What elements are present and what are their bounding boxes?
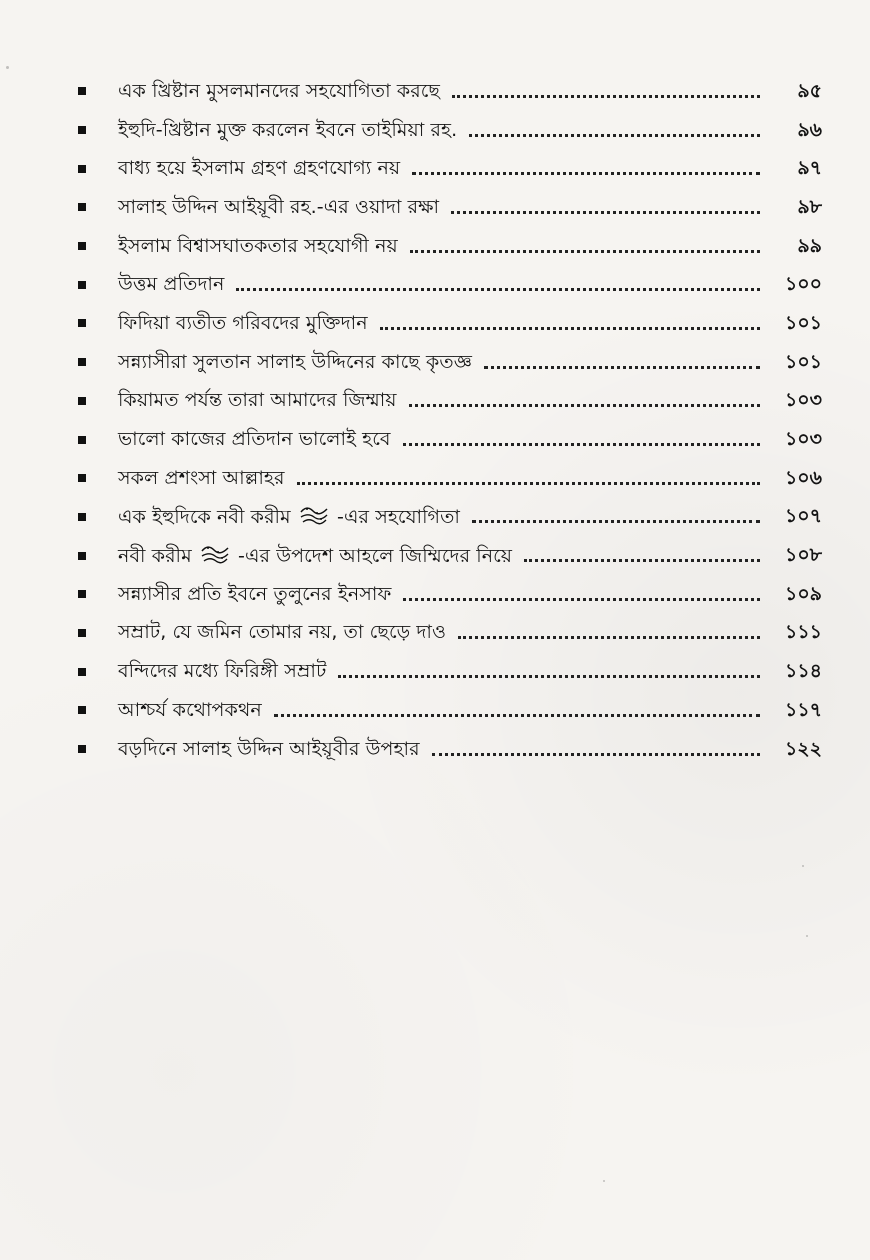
dot-leader [403, 443, 760, 446]
page-number: ৯৯ [797, 234, 822, 257]
entry-title-part: -এর সহযোগিতা [337, 506, 460, 529]
toc-entry [70, 72, 822, 111]
entry-title: এক খ্রিষ্টান মুসলমানদের সহযোগিতা করছে [118, 79, 441, 102]
square-bullet-icon [78, 203, 86, 211]
entry-title [118, 545, 512, 566]
entry-title: সম্রাট, যে জমিন তোমার নয়, তা ছেড়ে দাও [118, 621, 447, 644]
entry-title: কিয়ামত পর্যন্ত তারা আমাদের জিম্মায় [118, 389, 397, 412]
toc-entry [70, 227, 822, 266]
entry-title: সন্ন্যাসীরা সুলতান সালাহ উদ্দিনের কাছে কৃতজ্ঞ [118, 350, 472, 373]
toc-entry [70, 652, 822, 691]
page-number: ৯৬ [797, 118, 822, 141]
dot-leader [274, 714, 760, 717]
toc-entry [70, 730, 822, 769]
dot-leader [403, 598, 760, 601]
table-of-contents [70, 72, 822, 768]
square-bullet-icon [78, 242, 86, 250]
entry-title: বাধ্য হয়ে ইসলাম গ্রহণ গ্রহণযোগ্য নয় [118, 157, 401, 180]
salawat-calligraphy-icon [299, 506, 329, 526]
square-bullet-icon [78, 590, 86, 598]
square-bullet-icon [78, 281, 86, 289]
dot-leader [412, 172, 760, 175]
dot-leader [472, 520, 760, 523]
dot-leader [410, 250, 760, 253]
page-number: ১০৩ [784, 389, 822, 412]
dot-leader [452, 95, 760, 98]
page-number: ১০৩ [784, 428, 822, 451]
page-number: ১০৮ [784, 544, 822, 567]
page-number: ১১৭ [784, 698, 822, 721]
salawat-calligraphy-icon [200, 545, 230, 565]
toc-entry [70, 691, 822, 730]
toc-entry [70, 343, 822, 382]
dot-leader [409, 404, 760, 407]
dot-leader [484, 366, 760, 369]
entry-title-part: -এর উপদেশ আহলে জিম্মিদের নিয়ে [238, 545, 513, 568]
entry-title: ইসলাম বিশ্বাসঘাতকতার সহযোগী নয় [118, 234, 398, 257]
entry-title: ইহুদি-খ্রিষ্টান মুক্ত করলেন ইবনে তাইমিয়া রহ. [118, 118, 458, 141]
entry-title: বন্দিদের মধ্যে ফিরিঙ্গী সম্রাট [118, 660, 327, 683]
page-number: ১০০ [784, 273, 822, 296]
page-number: ৯৮ [797, 195, 822, 218]
page-number: ৯৭ [797, 157, 822, 180]
square-bullet-icon [78, 358, 86, 366]
page-number: ৯৫ [797, 79, 822, 102]
print-speck [6, 66, 9, 69]
print-speck [802, 865, 804, 867]
square-bullet-icon [78, 745, 86, 753]
entry-title: উত্তম প্রতিদান [118, 273, 225, 296]
dot-leader [297, 482, 760, 485]
toc-entry [70, 614, 822, 653]
page-number: ১০৯ [784, 582, 822, 605]
square-bullet-icon [78, 552, 86, 560]
square-bullet-icon [78, 706, 86, 714]
dot-leader [469, 134, 760, 137]
page-number: ১১৪ [785, 660, 822, 683]
entry-title: সকল প্রশংসা আল্লাহর [118, 466, 285, 489]
page-number: ১০১ [784, 311, 822, 334]
dot-leader [380, 327, 760, 330]
page-number: ১০৬ [784, 466, 822, 489]
square-bullet-icon [78, 474, 86, 482]
toc-entry [70, 420, 822, 459]
toc-entry [70, 382, 822, 421]
square-bullet-icon [78, 397, 86, 405]
page-number: ১১১ [785, 621, 822, 644]
toc-entry [70, 149, 822, 188]
print-speck [603, 1180, 605, 1182]
dot-leader [432, 753, 760, 756]
entry-title: ফিদিয়া ব্যতীত গরিবদের মুক্তিদান [118, 311, 368, 334]
page-number: ১০৭ [784, 505, 822, 528]
page-number: ১২২ [784, 737, 822, 760]
entry-title-part: নবী করীম [118, 545, 192, 568]
entry-title-part: এক ইহুদিকে নবী করীম [118, 506, 291, 529]
dot-leader [236, 288, 760, 291]
square-bullet-icon [78, 87, 86, 95]
square-bullet-icon [78, 436, 86, 444]
square-bullet-icon [78, 126, 86, 134]
entry-title: সন্ন্যাসীর প্রতি ইবনে তুলুনের ইনসাফ [118, 582, 392, 605]
toc-entry [70, 498, 822, 537]
entry-title: সালাহ উদ্দিন আইয়ূবী রহ.-এর ওয়াদা রক্ষা [118, 195, 440, 218]
entry-title: আশ্চর্য কথোপকথন [118, 698, 262, 721]
dot-leader [451, 211, 760, 214]
print-speck [806, 935, 808, 937]
entry-title [118, 506, 460, 527]
toc-entry [70, 188, 822, 227]
square-bullet-icon [78, 319, 86, 327]
toc-entry [70, 304, 822, 343]
dot-leader [458, 636, 760, 639]
toc-entry [70, 265, 822, 304]
entry-title: বড়দিনে সালাহ উদ্দিন আইয়ূবীর উপহার [118, 737, 420, 760]
toc-entry [70, 459, 822, 498]
entry-title: ভালো কাজের প্রতিদান ভালোই হবে [118, 428, 391, 451]
square-bullet-icon [78, 165, 86, 173]
square-bullet-icon [78, 668, 86, 676]
toc-entry [70, 575, 822, 614]
square-bullet-icon [78, 513, 86, 521]
toc-entry [70, 536, 822, 575]
page-number: ১০১ [784, 350, 822, 373]
toc-entry [70, 111, 822, 150]
dot-leader [524, 559, 760, 562]
dot-leader [338, 675, 760, 678]
square-bullet-icon [78, 629, 86, 637]
